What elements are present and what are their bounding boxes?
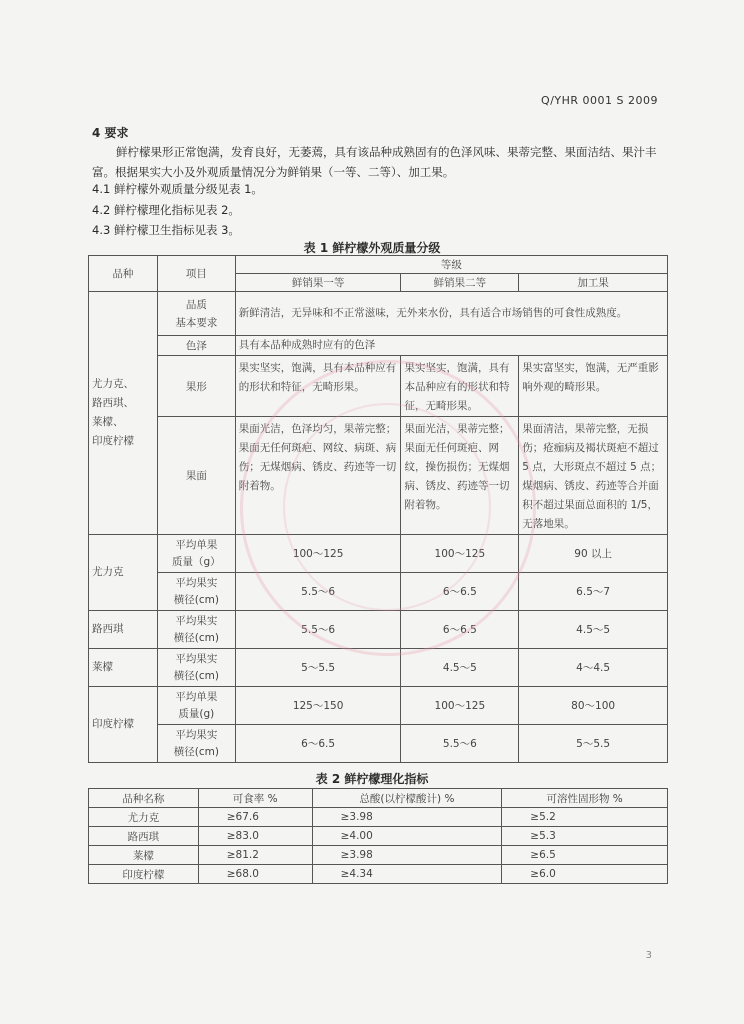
t2-edible-rate: ≥81.2 xyxy=(198,846,312,865)
table2-caption: 表 2 鲜柠檬理化指标 xyxy=(315,772,429,786)
table-row xyxy=(89,846,668,865)
surface-label: 果面 xyxy=(157,417,235,535)
th-grade: 等级 xyxy=(235,256,667,274)
t2-header: 可溶性固形物 % xyxy=(502,789,668,808)
t2-edible-rate: ≥67.6 xyxy=(198,808,312,827)
row-label: 平均单果 质量（g） xyxy=(157,535,235,573)
t2-variety: 路西琪 xyxy=(89,827,199,846)
t2-total-acid: ≥3.98 xyxy=(312,846,502,865)
surface-grade-1: 果面光洁，色泽均匀，果蒂完整；果面无任何斑疤、网纹、病斑、病伤；无煤烟病、锈皮、药迹等一切附着物。 xyxy=(235,417,401,535)
t2-total-acid: ≥4.34 xyxy=(312,865,502,884)
table1-caption: 表 1 鲜柠檬外观质量分级 xyxy=(303,241,441,255)
row-grade-3: 4～4.5 xyxy=(519,649,668,687)
row-grade-1: 125～150 xyxy=(235,687,401,725)
basic-value: 新鲜清洁，无异味和不正常滋味，无外来水份，具有适合市场销售的可食性成熟度。 xyxy=(235,292,667,336)
row-grade-1: 6～6.5 xyxy=(235,725,401,763)
surface-grade-2: 果面光洁，果蒂完整；果面无任何斑疤、网纹，操伤损伤；无煤烟病、锈皮、药迹等一切附着物。 xyxy=(401,417,519,535)
t2-total-acid: ≥4.00 xyxy=(312,827,502,846)
row-grade-2: 100～125 xyxy=(401,535,519,573)
row-grade-2: 4.5～5 xyxy=(401,649,519,687)
t2-edible-rate: ≥83.0 xyxy=(198,827,312,846)
t2-header: 品种名称 xyxy=(89,789,199,808)
group-variety: 尤力克、 路西琪、 莱檬、 印度柠檬 xyxy=(89,292,158,535)
table-row xyxy=(89,827,668,846)
shape-grade-1: 果实坚实，饱满，具有本品种应有的形状和特征，无畸形果。 xyxy=(235,356,401,417)
row-grade-3: 6.5～7 xyxy=(519,573,668,611)
row-grade-1: 100～125 xyxy=(235,535,401,573)
row-grade-3: 90 以上 xyxy=(519,535,668,573)
color-value: 具有本品种成熟时应有的色泽 xyxy=(235,336,667,356)
row-grade-2: 5.5～6 xyxy=(401,725,519,763)
clause-4-3: 4.3 鲜柠檬卫生指标见表 3。 xyxy=(92,223,240,237)
t2-soluble-solids: ≥6.0 xyxy=(502,865,668,884)
t2-soluble-solids: ≥5.3 xyxy=(502,827,668,846)
shape-label: 果形 xyxy=(157,356,235,417)
variety-eureka: 尤力克 xyxy=(89,535,158,611)
surface-grade-3: 果面清洁，果蒂完整，无损伤；疮痂病及褐状斑疤不超过 5 点，大形斑点不超过 5 点；煤烟病、锈皮、药迹等合并面积不超过果面总面积的 1/5，无落地果。 xyxy=(519,417,668,535)
page-number: 3 xyxy=(645,950,652,961)
table-row xyxy=(89,808,668,827)
row-grade-2: 6～6.5 xyxy=(401,573,519,611)
t2-variety: 莱檬 xyxy=(89,846,199,865)
t2-soluble-solids: ≥5.2 xyxy=(502,808,668,827)
t2-header: 总酸(以柠檬酸计) % xyxy=(312,789,502,808)
section-title: 4 要求 xyxy=(92,126,129,140)
shape-grade-2: 果实坚实，饱满，具有本品种应有的形状和特征，无畸形果。 xyxy=(401,356,519,417)
variety-lisbon: 路西琪 xyxy=(89,611,158,649)
t2-variety: 尤力克 xyxy=(89,808,199,827)
t2-edible-rate: ≥68.0 xyxy=(198,865,312,884)
th-item: 项目 xyxy=(157,256,235,292)
th-variety: 品种 xyxy=(89,256,158,292)
row-grade-3: 4.5～5 xyxy=(519,611,668,649)
th-grade-2: 鲜销果二等 xyxy=(401,274,519,292)
row-label: 平均果实 横径(cm) xyxy=(157,725,235,763)
basic-label: 品质 基本要求 xyxy=(157,292,235,336)
appearance-grade-table xyxy=(88,255,668,763)
clause-4-2: 4.2 鲜柠檬理化指标见表 2。 xyxy=(92,203,240,217)
row-label: 平均果实 横径(cm) xyxy=(157,573,235,611)
variety-indian-lemon: 印度柠檬 xyxy=(89,687,158,763)
row-grade-3: 80～100 xyxy=(519,687,668,725)
intro-paragraph: 鲜柠檬果形正常饱满，发育良好，无萎蔫，具有该品种成熟固有的色泽风味、果蒂完整、果面洁结、果汁丰富。根据果实大小及外观质量情况分为鲜销果（一等、二等）、加工果。 xyxy=(92,145,657,179)
t2-header: 可食率 % xyxy=(198,789,312,808)
row-grade-2: 100～125 xyxy=(401,687,519,725)
row-label: 平均果实 横径(cm) xyxy=(157,611,235,649)
t2-variety: 印度柠檬 xyxy=(89,865,199,884)
shape-grade-3: 果实富坚实，饱满，无严重影响外观的畸形果。 xyxy=(519,356,668,417)
row-grade-2: 6～6.5 xyxy=(401,611,519,649)
color-label: 色泽 xyxy=(157,336,235,356)
row-grade-1: 5.5～6 xyxy=(235,573,401,611)
physicochemical-table xyxy=(88,788,668,884)
standard-code: Q/YHR 0001 S 2009 xyxy=(541,94,658,107)
row-label: 平均果实 横径(cm) xyxy=(157,649,235,687)
row-grade-1: 5.5～6 xyxy=(235,611,401,649)
table-row xyxy=(89,865,668,884)
clause-4-1: 4.1 鲜柠檬外观质量分级见表 1。 xyxy=(92,182,263,196)
row-label: 平均单果 质量(g) xyxy=(157,687,235,725)
th-grade-3: 加工果 xyxy=(519,274,668,292)
row-grade-1: 5～5.5 xyxy=(235,649,401,687)
row-grade-3: 5～5.5 xyxy=(519,725,668,763)
t2-total-acid: ≥3.98 xyxy=(312,808,502,827)
th-grade-1: 鲜销果一等 xyxy=(235,274,401,292)
variety-lime: 莱檬 xyxy=(89,649,158,687)
t2-soluble-solids: ≥6.5 xyxy=(502,846,668,865)
